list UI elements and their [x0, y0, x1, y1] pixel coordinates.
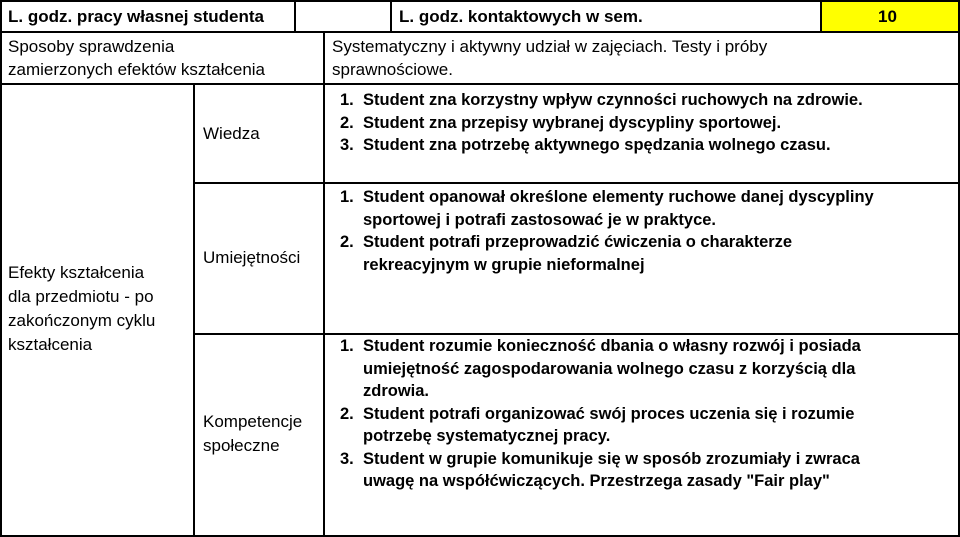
outcomes-label-line1: Efekty kształcenia	[8, 263, 145, 282]
contact-value-cell	[820, 0, 960, 33]
umiejetnosci-list	[332, 186, 874, 276]
own-work-label-cell	[0, 0, 296, 33]
category-cell-wiedza	[193, 83, 325, 184]
list-item: 2. Student potrafi organizować swój proces uczenia się i rozumie potrzebę systematycznej pracy.	[340, 404, 855, 445]
wiedza-list	[332, 89, 863, 157]
category-kompetencje-line1: Kompetencje	[203, 412, 303, 431]
list-item: 1. Student rozumie konieczność dbania o własny rozwój i posiada umiejętność zagospodarowania wolnego czasu z korzyścią dla zdrowia.	[340, 337, 861, 400]
outcomes-label-line3: zakończonym cyklu	[8, 311, 156, 330]
contact-hours-value: 10	[878, 7, 897, 26]
category-kompetencje-line2: społeczne	[203, 436, 280, 455]
contact-label-cell	[390, 0, 822, 33]
list-item: 3. Student w grupie komunikuje się w sposób zrozumiały i zwraca uwagę na współćwiczących. Przestrzega zasady "Fair play"	[340, 449, 860, 490]
category-cell-kompetencje	[193, 333, 325, 537]
items-cell-umiejetnosci	[323, 182, 960, 335]
items-cell-wiedza	[323, 83, 960, 184]
category-cell-umiejetnosci	[193, 182, 325, 335]
items-cell-kompetencje	[323, 333, 960, 537]
list-item: 3. Student zna potrzebę aktywnego spędzania wolnego czasu.	[340, 136, 831, 154]
outcomes-label-line2: dla przedmiotu - po	[8, 287, 154, 306]
verification-value-line2: sprawnościowe.	[332, 60, 453, 79]
own-work-label: L. godz. pracy własnej studenta	[8, 7, 264, 26]
list-item: 2. Student potrafi przeprowadzić ćwiczenia o charakterze rekreacyjnym w grupie nieformalnej	[340, 233, 793, 274]
category-wiedza: Wiedza	[203, 124, 260, 143]
kompetencje-list	[332, 335, 861, 493]
contact-hours-label: L. godz. kontaktowych w sem.	[399, 7, 643, 26]
verification-label-line1: Sposoby sprawdzenia	[8, 37, 175, 56]
own-work-value-cell	[294, 0, 392, 33]
outcomes-label-line4: kształcenia	[8, 335, 93, 354]
list-item: 1. Student zna korzystny wpływ czynności ruchowych na zdrowie.	[340, 91, 863, 109]
outcomes-label-cell	[0, 83, 195, 537]
verification-value-cell	[323, 31, 960, 85]
category-umiejetnosci: Umiejętności	[203, 248, 301, 267]
list-item: 1. Student opanował określone elementy ruchowe danej dyscypliny sportowej i potrafi zastosować je w praktyce.	[340, 188, 874, 229]
verification-value-line1: Systematyczny i aktywny udział w zajęciach. Testy i próby	[332, 37, 768, 56]
verification-label-line2: zamierzonych efektów kształcenia	[8, 60, 266, 79]
list-item: 2. Student zna przepisy wybranej dyscypliny sportowej.	[340, 113, 782, 132]
verification-label-cell	[0, 31, 325, 85]
